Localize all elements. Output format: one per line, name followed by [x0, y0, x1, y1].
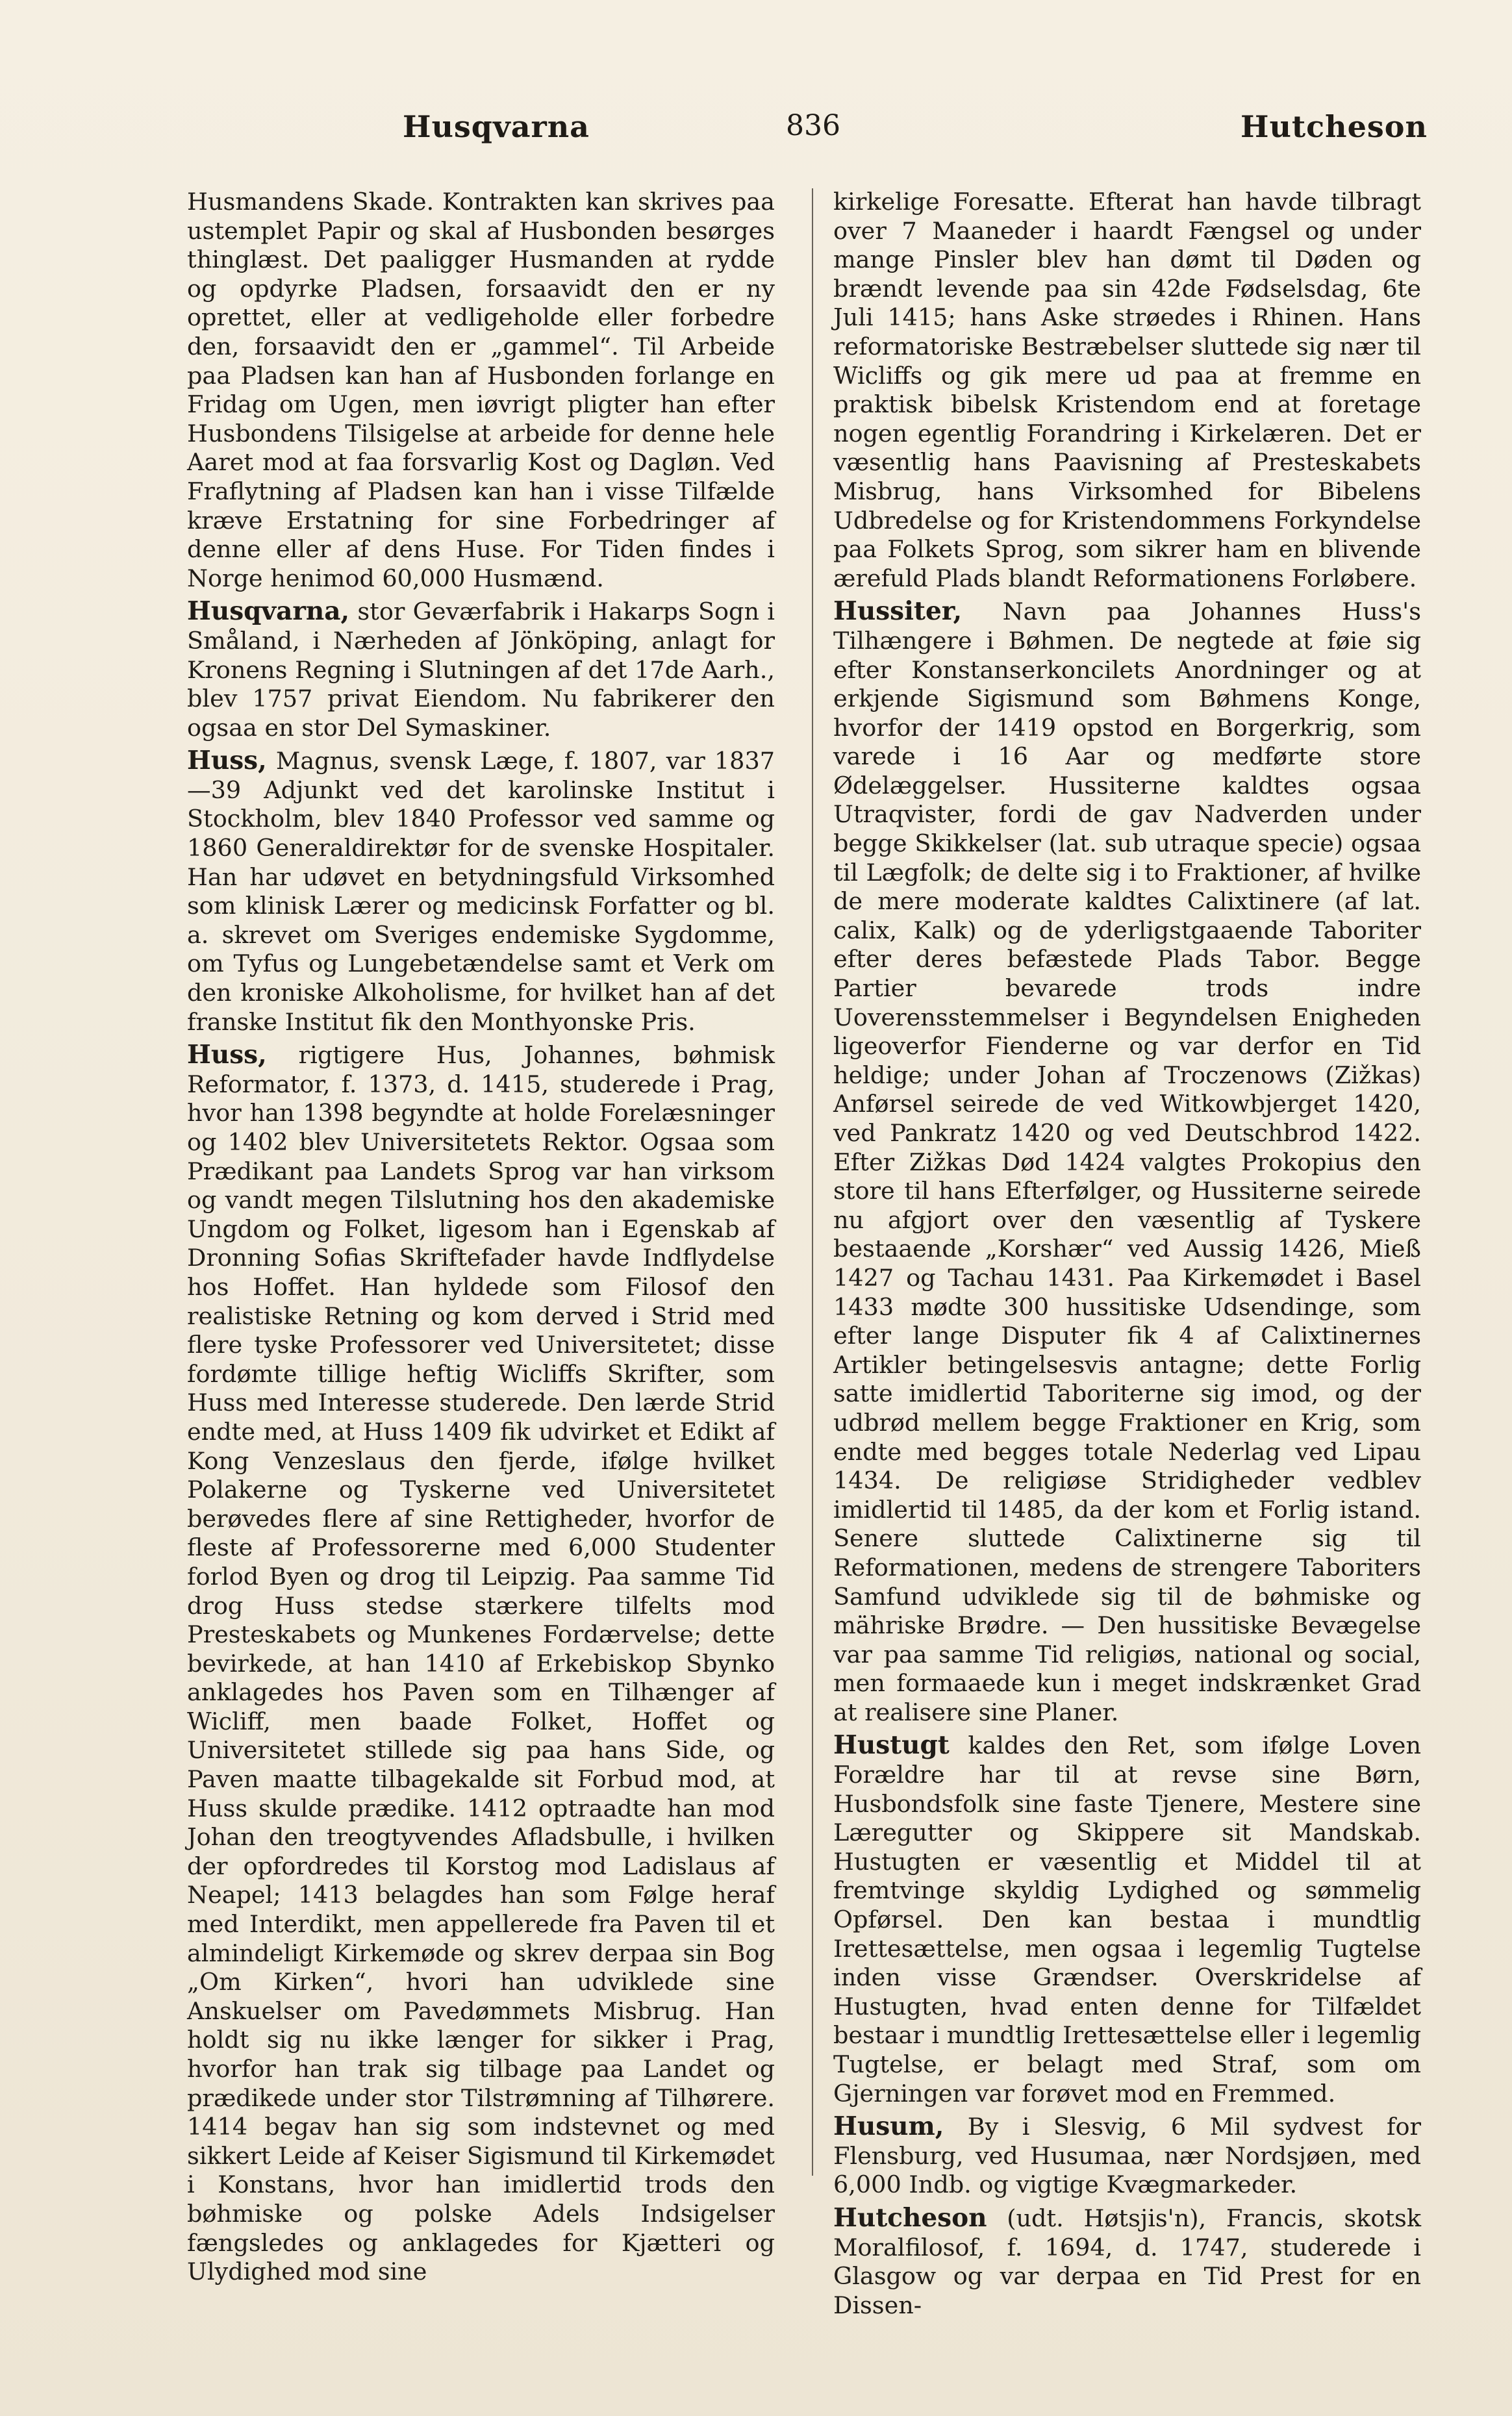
header-left-word: Husqvarna: [403, 109, 590, 144]
entry: [187, 597, 775, 742]
entry: [187, 1040, 775, 2287]
entry-headword: Huss,: [187, 746, 267, 776]
entry: [187, 187, 775, 593]
entry: [833, 2112, 1421, 2200]
entry: [833, 187, 1421, 593]
entry-headword: Husqvarna,: [187, 596, 350, 627]
header-right-word: Hutcheson: [1241, 109, 1428, 144]
entry-headword: Huss,: [187, 1040, 267, 1070]
entry-headword: Hussiter,: [833, 596, 963, 627]
entry-text: Navn paa Johannes Huss's Tilhængere i Bøhmen. De negtede at føie sig efter Konstanserkoncilets Anordninger og at erkjende Sigismund som Bøhmens Konge, hvorfor der 1419 opstod en Borgerkrig, som varede i 16 Aar og medførte store Ødelæggelser. Hussiterne kaldtes ogsaa Utraqvister, fordi de gav Nadverden under begge Skikkelser (lat. sub utraque specie) ogsaa til Lægfolk; de delte sig i to Fraktioner, af hvilke de mere moderate kaldtes Calixtinere (af lat. calix, Kalk) og de yderligstgaaende Taboriter efter deres befæstede Plads Tabor. Begge Partier bevarede trods indre Uoverensstemmelser i Begyndelsen Enigheden ligeoverfor Fienderne og var derfor en Tid heldige; under Johan af Troczenows (Zižkas) Anførsel seirede de ved Witkowbjerget 1420, ved Pankratz 1420 og ved Deutschbrod 1422. Efter Zižkas Død 1424 valgtes Prokopius den store til hans Efterfølger, og Hussiterne seirede nu afgjort over den væsentlig af Tyskere bestaaende „Korshær“ ved Aussig 1426, Mieß 1427 og Tachau 1431. Paa Kirkemødet i Basel 1433 mødte 300 hussitiske Udsendinge, som efter lange Disputer fik 4 af Calixtinernes Artikler betingelsesvis antagne; dette Forlig satte imidlertid Taboriterne sig imod, og der udbrød mellem begge Fraktioner en Krig, som endte med begges totale Nederlag ved Lipau 1434. De religiøse Stridigheder vedblev imidlertid til 1485, da der kom et Forlig istand. Senere sluttede Calixtinerne sig til Reformationen, medens de strengere Taboriters Samfund udviklede sig til de bøhmiske og mähriske Brødre. — Den hussitiske Bevægelse var paa samme Tid religiøs, national og social, men formaaede kun i meget indskrænket Grad at realisere sine Planer.: [833, 598, 1421, 1726]
entry-text: Husmandens Skade. Kontrakten kan skrives paa ustemplet Papir og skal af Husbonden besørges thinglæst. Det paaligger Husmanden at rydde og opdyrke Pladsen, forsaavidt den er ny oprettet, eller at vedligeholde eller forbedre den, forsaavidt den er „gammel“. Til Arbeide paa Pladsen kan han af Husbonden forlange en Fridag om Ugen, men iøvrigt pligter han efter Husbondens Tilsigelse at arbeide for denne hele Aaret mod at faa forsvarlig Kost og Dagløn. Ved Fraflytning af Pladsen kan han i visse Tilfælde kræve Erstatning for sine Forbedringer af denne eller af dens Huse. For Tiden findes i Norge henimod 60,000 Husmænd.: [187, 188, 775, 592]
entry-headword: Hustugt: [833, 1730, 950, 1761]
entry-text: By i Slesvig, 6 Mil sydvest for Flensburg, ved Husumaa, nær Nordsjøen, med 6,000 Indb. og vigtige Kvægmarkeder.: [833, 2113, 1421, 2199]
entry-headword: Hutcheson: [833, 2202, 987, 2233]
entry: [833, 2204, 1421, 2320]
entry: [833, 597, 1421, 1727]
entry: [187, 746, 775, 1037]
page-number: 836: [786, 109, 840, 142]
entry-text: stor Geværfabrik i Hakarps Sogn i Småland, i Nærheden af Jönköping, anlagt for Kronens Regning i Slutningen af det 17de Aarh., blev 1757 privat Eiendom. Nu fabrikerer den ogsaa en stor Del Symaskiner.: [187, 598, 775, 742]
entry-text: (udt. Høtsjis'n), Francis, skotsk Moralfilosof, f. 1694, d. 1747, studerede i Glasgow og var derpaa en Tid Prest for en Dissen-: [833, 2204, 1421, 2319]
right-column: [833, 187, 1421, 2319]
entry-text: kirkelige Foresatte. Efterat han havde tilbragt over 7 Maaneder i haardt Fængsel og under mange Pinsler blev han dømt til Døden og brændt levende paa sin 42de Fødselsdag, 6te Juli 1415; hans Aske strøedes i Rhinen. Hans reformatoriske Bestræbelser sluttede sig nær til Wicliffs og gik mere ud paa at fremme en praktisk bibelsk Kristendom end at foretage nogen egentlig Forandring i Kirkelæren. Det er væsentlig hans Paavisning af Presteskabets Misbrug, hans Virksomhed for Bibelens Udbredelse og for Kristendommens Forkyndelse paa Folkets Sprog, som sikrer ham en blivende ærefuld Plads blandt Reformationens Forløbere.: [833, 188, 1421, 592]
entry-text: kaldes den Ret, som ifølge Loven Forældre har til at revse sine Børn, Husbondsfolk sine faste Tjenere, Mestere sine Læregutter og Skippere sit Mandskab. Hustugten er væsentlig et Middel til at fremtvinge skyldig Lydighed og sømmelig Opførsel. Den kan bestaa i mundtlig Irettesættelse, men ogsaa i legemlig Tugtelse inden visse Grændser. Overskridelse af Hustugten, hvad enten denne for Tilfældet bestaar i mundtlig Irettesættelse eller i legemlig Tugtelse, er belagt med Straf, som om Gjerningen var forøvet mod en Fremmed.: [833, 1731, 1421, 2108]
entry: [833, 1731, 1421, 2108]
entry-text: Magnus, svensk Læge, f. 1807, var 1837—39 Adjunkt ved det karolinske Institut i Stockholm, blev 1840 Professor ved samme og 1860 Generaldirektør for de svenske Hospitaler. Han har udøvet en betydningsfuld Virksomhed som klinisk Lærer og medicinsk Forfatter og bl. a. skrevet om Sveriges endemiske Sygdomme, om Tyfus og Lungebetændelse samt et Verk om den kroniske Alkoholisme, for hvilket han af det franske Institut fik den Monthyonske Pris.: [187, 747, 775, 1036]
running-header: [182, 109, 1428, 155]
entry-headword: Husum,: [833, 2111, 944, 2142]
left-column: [187, 187, 775, 2286]
column-divider: [812, 188, 813, 2176]
entry-text: rigtigere Hus, Johannes, bøhmisk Reformator, f. 1373, d. 1415, studerede i Prag, hvor han 1398 begyndte at holde Forelæsninger og 1402 blev Universitetets Rektor. Ogsaa som Prædikant paa Landets Sprog var han virksom og vandt megen Tilslutning hos den akademiske Ungdom og Folket, ligesom han i Egenskab af Dronning Sofias Skriftefader havde Indflydelse hos Hoffet. Han hyldede som Filosof den realistiske Retning og kom derved i Strid med flere tyske Professorer ved Universitetet; disse fordømte tillige heftig Wicliffs Skrifter, som Huss med Interesse studerede. Den lærde Strid endte med, at Huss 1409 fik udvirket et Edikt af Kong Venzeslaus den fjerde, ifølge hvilket Polakerne og Tyskerne ved Universitetet berøvedes flere af sine Rettigheder, hvorfor de fleste af Professorerne med 6,000 Studenter forlod Byen og drog til Leipzig. Paa samme Tid drog Huss stedse stærkere tilfelts mod Presteskabets og Munkenes Fordærvelse; dette bevirkede, at han 1410 af Erkebiskop Sbynko anklagedes hos Paven som en Tilhænger af Wicliff, men baade Folket, Hoffet og Universitetet stillede sig paa hans Side, og Paven maatte tilbagekalde sit Forbud mod, at Huss skulde prædike. 1412 optraadte han mod Johan den treogtyvendes Afladsbulle, i hvilken der opfordredes til Korstog mod Ladislaus af Neapel; 1413 belagdes han som Følge heraf med Interdikt, men appellerede fra Paven til et almindeligt Kirkemøde og skrev derpaa sin Bog „Om Kirken“, hvori han udviklede sine Anskuelser om Pavedømmets Misbrug. Han holdt sig nu ikke længer for sikker i Prag, hvorfor han trak sig tilbage paa Landet og prædikede under stor Tilstrømning af Tilhørere. 1414 begav han sig som indstevnet og med sikkert Leide af Keiser Sigismund til Kirkemødet i Konstans, hvor han imidlertid trods den bøhmiske og polske Adels Indsigelser fængsledes og anklagedes for Kjætteri og Ulydighed mod sine: [187, 1041, 775, 2286]
